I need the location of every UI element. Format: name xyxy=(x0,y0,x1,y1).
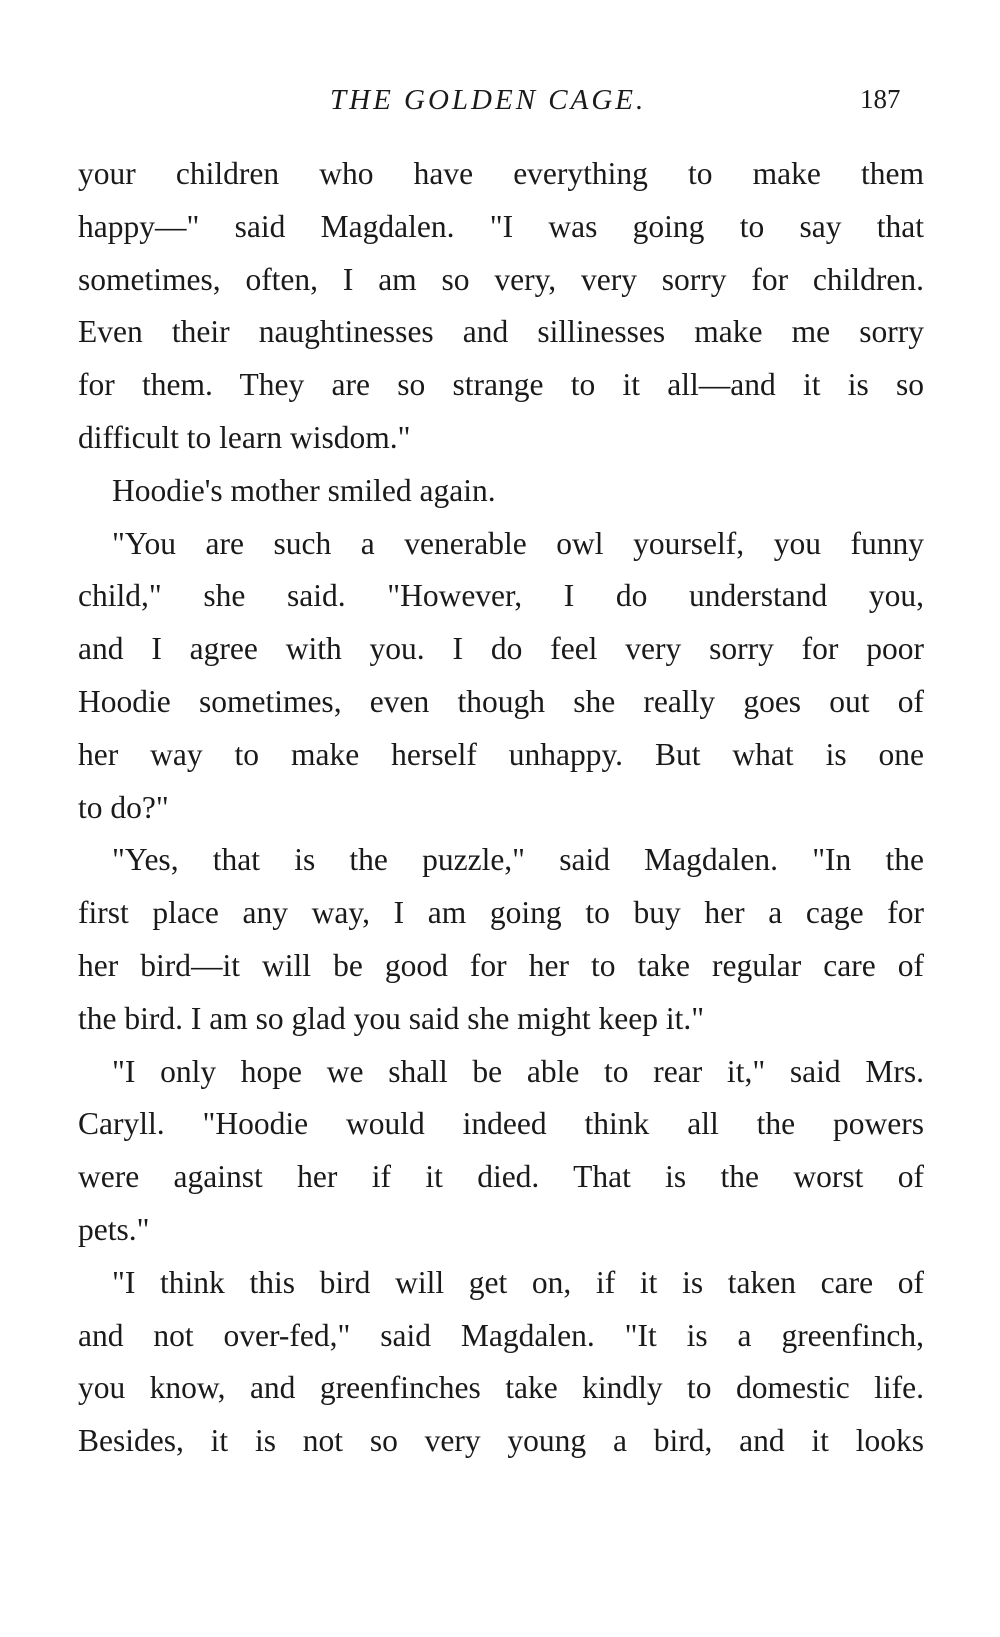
text-line: Besides, it is not so very young a bird, and it looks xyxy=(78,1423,924,1459)
text-line: were against her if it died. That is the worst of xyxy=(78,1159,924,1195)
text-line: "You are such a venerable owl yourself, you funny xyxy=(112,525,924,561)
text-line: child," she said. "However, I do understand you, xyxy=(78,578,924,614)
running-head xyxy=(0,84,1000,124)
text-line: first place any way, I am going to buy her a cage for xyxy=(78,895,924,931)
text-line: Caryll. "Hoodie would indeed think all the powers xyxy=(78,1106,924,1142)
text-line: "I only hope we shall be able to rear it," said Mrs. xyxy=(112,1053,924,1089)
text-line: Even their naughtinesses and sillinesses make me sorry xyxy=(78,314,924,350)
text-line: pets." xyxy=(78,1211,150,1247)
text-line: you know, and greenfinches take kindly to domestic life. xyxy=(78,1370,924,1406)
running-title: THE GOLDEN CAGE. xyxy=(330,84,647,116)
text-line: and I agree with you. I do feel very sorry for poor xyxy=(78,631,924,667)
text-line: for them. They are so strange to it all—and it is so xyxy=(78,367,924,403)
text-line: sometimes, often, I am so very, very sorry for children. xyxy=(78,261,924,297)
text-line: to do?" xyxy=(78,789,169,825)
text-line: your children who have everything to make them xyxy=(78,156,924,191)
text-line: difficult to learn wisdom." xyxy=(78,419,411,455)
text-line: "I think this bird will get on, if it is taken care of xyxy=(112,1264,924,1300)
text-line: and not over-fed," said Magdalen. "It is a greenfinch, xyxy=(78,1317,924,1353)
text-line: "Yes, that is the puzzle," said Magdalen. "In the xyxy=(112,842,924,878)
text-line: Hoodie's mother smiled again. xyxy=(112,472,496,508)
text-line: the bird. I am so glad you said she might keep it." xyxy=(78,1000,705,1036)
text-line: Hoodie sometimes, even though she really goes out of xyxy=(78,683,924,719)
text-line: her way to make herself unhappy. But what is one xyxy=(78,736,924,772)
text-body xyxy=(78,148,924,1468)
text-line: her bird—it will be good for her to take regular care of xyxy=(78,947,924,983)
page-number: 187 xyxy=(860,84,901,114)
text-line: happy—" said Magdalen. "I was going to say that xyxy=(78,208,924,244)
